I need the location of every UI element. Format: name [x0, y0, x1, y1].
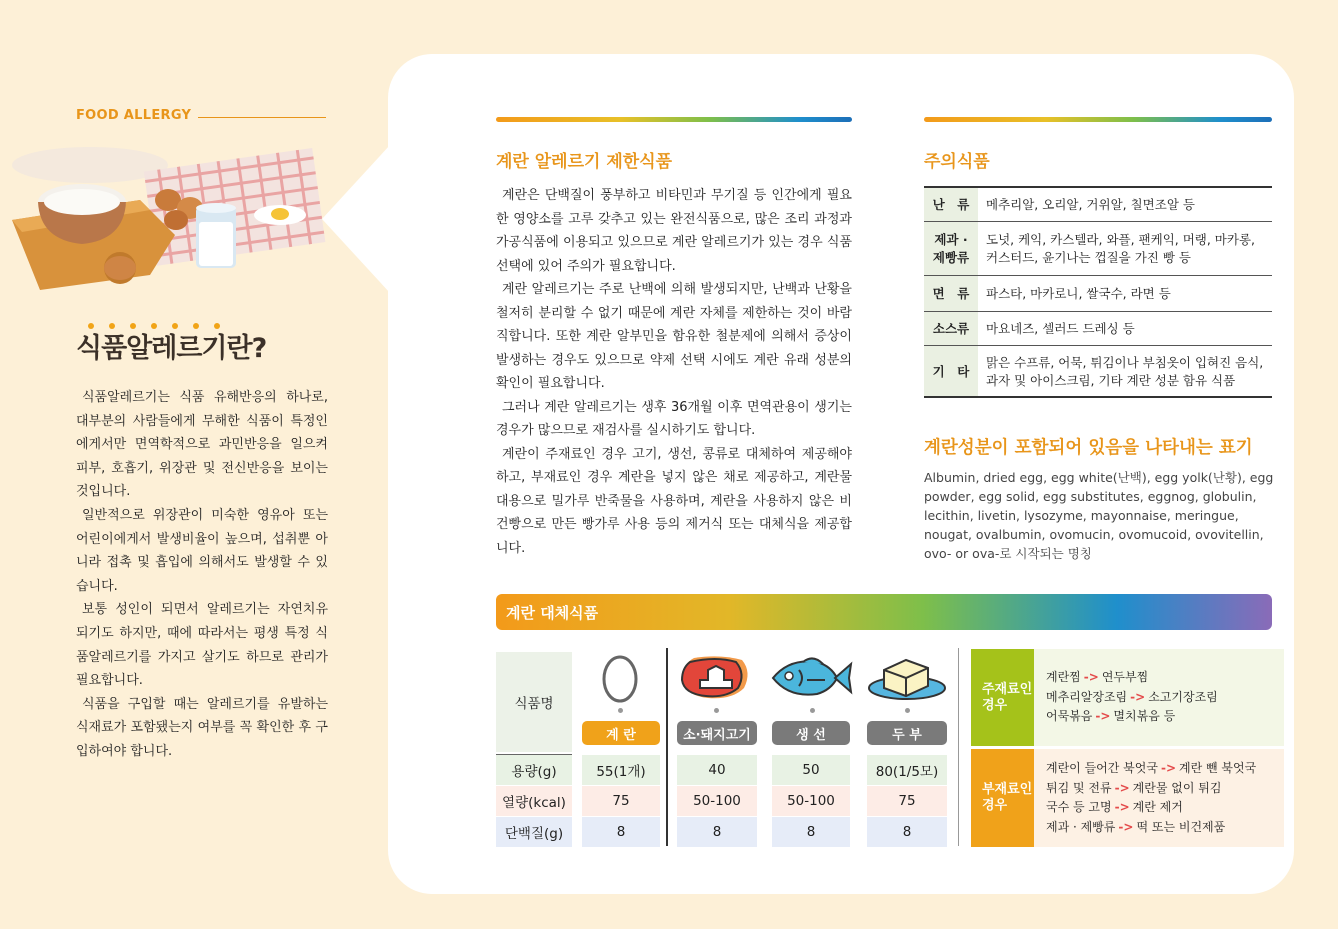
restrict-paragraph-4: 계란이 주재료인 경우 고기, 생선, 콩류로 대체하여 제공해야 하고, 부재료인 경우 계란을 넣지 않은 채로 제공하고, 계란물 대용으로 밀가루 반죽물을 사용하며, 계란을 사용하지 않은 비건빵으로 만든 빵가루 사용 등의 제거식 또는 대체식을 제공합니다. — [496, 446, 852, 556]
meat-calorie: 50-100 — [677, 786, 757, 816]
marking-text: Albumin, dried egg, egg white(난백), egg yolk(난황), egg powder, egg solid, egg substitutes, eggnog, globulin, lecithin, livetin, lysozyme, mayonnaise, meringue, nougat, ovalbumin, ovomucin, ovomucoid, ovovitellin, ovo- or ova-로 시작되는 명칭 — [924, 470, 1274, 561]
page-title: 식품알레르기란? — [76, 333, 267, 364]
egg-protein: 8 — [582, 817, 660, 847]
list-item: 어묵볶음 -> 멸치볶음 등 — [1046, 709, 1176, 724]
list-item: 계란이 들어간 북엇국 -> 계란 뺀 북엇국 — [1046, 761, 1257, 775]
caution-bar — [924, 117, 1272, 122]
restrict-paragraph-2: 계란 알레르기는 주로 난백에 의해 발생되지만, 난백과 난황을 철저히 분리할 수 없기 때문에 계란 자체를 제한하는 것이 바람직합니다. 또한 계란 알부민을 함유한 철분제에 의해서 증상이 발생하는 경우도 있으므로 약제 선택 시에도 계란 유래 성분의 확인이 필요합니다. — [496, 282, 852, 391]
caution-value: 메추리알, 오리알, 거위알, 칠면조알 등 — [978, 187, 1272, 221]
case-sub-list — [1034, 749, 1284, 847]
caution-key: 제과 · 제빵류 — [924, 221, 978, 275]
left-column — [0, 0, 390, 929]
substitute-bar — [496, 594, 1272, 630]
list-item: 제과 · 제빵류 -> 떡 또는 비건제품 — [1046, 819, 1226, 834]
caution-key: 소스류 — [924, 311, 978, 345]
pin-dot — [618, 708, 623, 713]
tofu-icon — [866, 654, 948, 702]
caution-value: 맑은 수프류, 어묵, 튀김이나 부침옷이 입혀진 음식, 과자 및 아이스크림, 기타 계란 성분 함유 식품 — [978, 345, 1272, 397]
case-divider — [958, 648, 959, 846]
restrict-body — [496, 184, 852, 560]
tofu-calorie: 75 — [867, 786, 947, 816]
case-main-list — [1034, 649, 1284, 746]
header-amount: 용량(g) — [496, 755, 572, 785]
restrict-bar — [496, 117, 852, 122]
header-divider — [496, 754, 572, 755]
egg-icon — [601, 652, 639, 704]
caution-key: 면 류 — [924, 275, 978, 311]
substitute-title: 계란 대체식품 — [506, 604, 599, 622]
table-row — [924, 221, 1272, 275]
header-protein: 단백질(g) — [496, 817, 572, 847]
meat-amount: 40 — [677, 755, 757, 785]
list-item: 튀김 및 전류 -> 계란물 없이 튀김 — [1046, 780, 1222, 795]
pin-dot — [810, 708, 815, 713]
food-label-egg: 계 란 — [582, 721, 660, 745]
section-tag: FOOD ALLERGY — [76, 108, 192, 123]
tofu-protein: 8 — [867, 817, 947, 847]
caution-value: 도넛, 케익, 카스텔라, 와플, 팬케익, 머랭, 마카롱, 커스터드, 윤기나는 껍질을 가진 빵 등 — [978, 221, 1272, 275]
restrict-paragraph-1: 계란은 단백질이 풍부하고 비타민과 무기질 등 인간에게 필요한 영양소를 고루 갖추고 있는 완전식품으로, 많은 조리 과정과 가공식품에 이용되고 있으므로 계란 알레르기가 있는 경우 식품 선택에 있어 주의가 필요합니다. — [496, 188, 852, 274]
table-row — [924, 275, 1272, 311]
marking-title: 계란성분이 포함되어 있음을 나타내는 표기 — [924, 438, 1253, 458]
food-label-meat: 소·돼지고기 — [677, 721, 757, 745]
fish-protein: 8 — [772, 817, 850, 847]
caution-key: 기 타 — [924, 345, 978, 397]
restrict-paragraph-3: 그러나 계란 알레르기는 생후 36개월 이후 면역관용이 생기는 경우가 많으므로 재검사를 실시하기도 합니다. — [496, 399, 852, 438]
caution-key: 난 류 — [924, 187, 978, 221]
list-item: 계란찜 -> 연두부찜 — [1046, 670, 1149, 685]
case-sub-label: 부재료인 경우 — [982, 782, 1033, 813]
food-label-fish: 생 선 — [772, 721, 850, 745]
food-label-tofu: 두 부 — [867, 721, 947, 745]
caution-value: 마요네즈, 셀러드 드레싱 등 — [978, 311, 1272, 345]
pin-dot — [714, 708, 719, 713]
tag-divider — [198, 117, 326, 118]
caution-title: 주의식품 — [924, 152, 990, 172]
list-item: 국수 등 고명 -> 계란 제거 — [1046, 800, 1183, 814]
speech-notch — [322, 145, 390, 293]
restrict-title: 계란 알레르기 제한식품 — [496, 152, 673, 172]
left-paragraph-4: 식품을 구입할 때는 알레르기를 유발하는 식재료가 포함됐는지 여부를 꼭 확인한 후 구입하여야 합니다. — [76, 696, 328, 759]
egg-calorie: 75 — [582, 786, 660, 816]
caution-value: 파스타, 마카로니, 쌀국수, 라면 등 — [978, 275, 1272, 311]
left-paragraph-2: 일반적으로 위장관이 미숙한 영유아 또는 어린이에게서 발생비율이 높으며, 섭취뿐 아니라 접촉 및 흡입에 의해서도 발생할 수 있습니다. — [76, 507, 328, 594]
table-row — [924, 345, 1272, 397]
meat-protein: 8 — [677, 817, 757, 847]
table-row — [924, 311, 1272, 345]
case-main-label: 주재료인 경우 — [982, 681, 1033, 713]
meat-icon — [680, 654, 752, 702]
caution-table — [924, 186, 1272, 398]
left-paragraph-3: 보통 성인이 되면서 알레르기는 자연치유 되기도 하지만, 때에 따라서는 평생 특정 식품알레르기를 가지고 살기도 하므로 관리가 필요합니다. — [76, 602, 328, 689]
pin-dot — [905, 708, 910, 713]
egg-amount: 55(1개) — [582, 755, 660, 785]
food-illustration-icon — [0, 140, 330, 290]
left-body — [76, 386, 328, 764]
fish-amount: 50 — [772, 755, 850, 785]
fish-calorie: 50-100 — [772, 786, 850, 816]
header-calorie: 열량(kcal) — [496, 786, 572, 816]
list-item: 메추리알장조림 -> 소고기장조림 — [1046, 689, 1218, 704]
left-paragraph-1: 식품알레르기는 식품 유해반응의 하나로, 대부분의 사람들에게 무해한 식품이 특정인에게서만 면역학적으로 과민반응을 일으켜 피부, 호흡기, 위장관 및 전신반응을 보이는 것입니다. — [76, 390, 328, 500]
column-divider — [666, 648, 668, 846]
table-row — [924, 187, 1272, 221]
header-food-name: 식품명 — [496, 652, 572, 752]
fish-icon — [769, 656, 853, 700]
tofu-amount: 80(1/5모) — [867, 755, 947, 785]
